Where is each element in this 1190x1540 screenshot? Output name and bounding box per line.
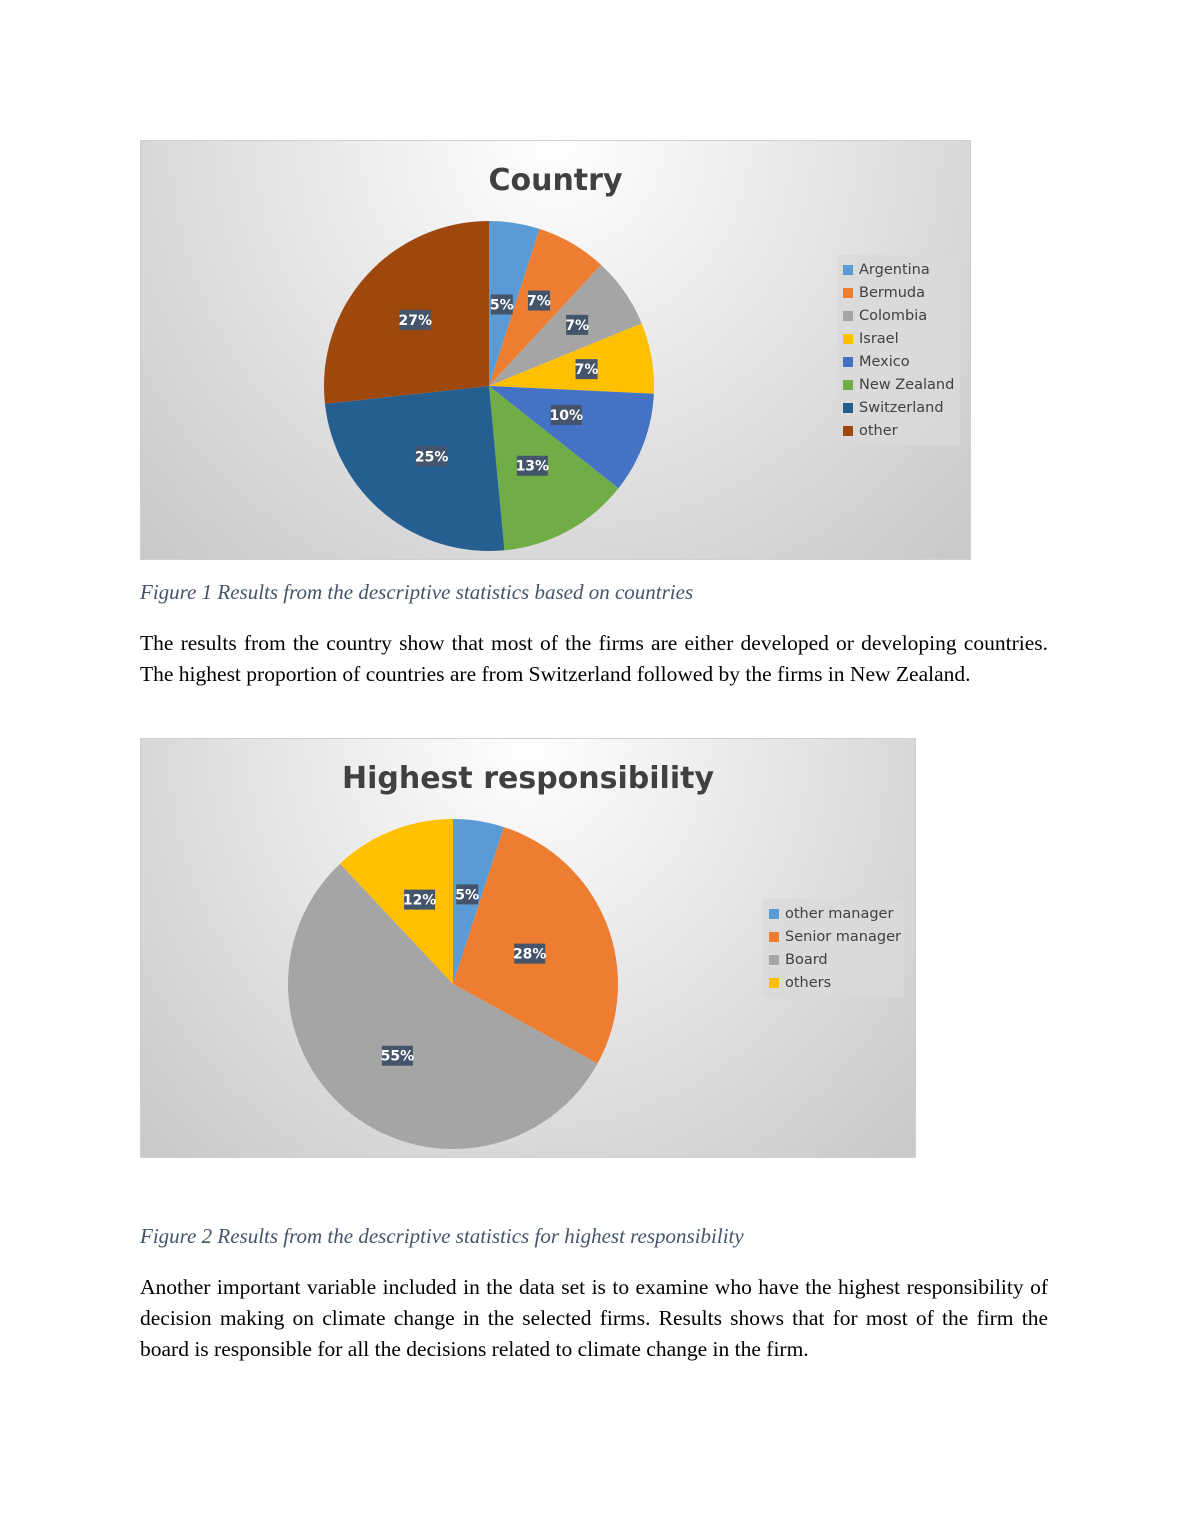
legend-swatch: [843, 334, 853, 344]
chart-legend: [837, 255, 960, 445]
data-label-text: 7%: [565, 317, 590, 334]
chart-legend: [763, 899, 904, 997]
legend-swatch: [843, 380, 853, 390]
legend-label: Colombia: [859, 307, 928, 324]
legend-swatch: [843, 403, 853, 413]
legend-label: other manager: [785, 905, 894, 922]
data-label-text: 27%: [398, 312, 433, 329]
legend-swatch: [843, 288, 853, 298]
data-label-colombia: [565, 315, 589, 335]
paragraph-responsibility-results: Another important variable included in the data set is to examine who have the highest responsibility of decision making on climate change in the selected firms. Results shows that for most of the firm the board is responsible for all the decisions related to climate change in the firm.: [140, 1275, 1048, 1361]
legend-swatch: [843, 357, 853, 367]
data-label-switzerland: [415, 446, 449, 466]
legend-swatch: [769, 909, 779, 919]
data-label-text: 5%: [489, 297, 514, 314]
legend-item-senior-manager: [769, 925, 901, 948]
legend-label: New Zealand: [859, 376, 955, 393]
data-label-mexico: [550, 405, 584, 425]
legend-swatch: [843, 265, 853, 275]
pie-slice-switzerland: [325, 386, 504, 551]
legend-swatch: [843, 426, 853, 436]
country-pie-chart: [140, 140, 971, 560]
data-label-other: [399, 310, 433, 330]
legend-label: Board: [785, 951, 828, 968]
data-label-text: 13%: [515, 458, 550, 475]
chart-title: Highest responsibility: [341, 761, 714, 796]
figure-1-caption: Figure 1 Results from the descriptive statistics based on countries: [140, 580, 694, 604]
data-label-text: 5%: [455, 887, 480, 904]
legend-swatch: [843, 311, 853, 321]
legend-item-other-manager: [769, 902, 898, 925]
figure-2-caption: Figure 2 Results from the descriptive statistics for highest responsibility: [140, 1224, 744, 1248]
data-label-text: 55%: [380, 1048, 415, 1065]
legend-item-mexico: [843, 350, 954, 373]
legend-swatch: [769, 978, 779, 988]
legend-item-other: [843, 419, 954, 442]
chart-title: Country: [488, 163, 623, 198]
data-label-text: 28%: [512, 946, 547, 963]
responsibility-pie-chart: [140, 738, 916, 1158]
data-label-other-manager: [455, 884, 479, 904]
legend-item-colombia: [843, 304, 954, 327]
legend-swatch: [769, 955, 779, 965]
legend-label: Israel: [859, 330, 899, 347]
legend-label: Mexico: [859, 353, 910, 370]
data-label-others: [403, 890, 437, 910]
legend-label: Senior manager: [785, 928, 901, 945]
legend-label: other: [859, 422, 898, 439]
data-label-text: 12%: [402, 892, 437, 909]
data-label-israel: [575, 359, 599, 379]
legend-item-switzerland: [843, 396, 954, 419]
data-label-text: 10%: [549, 407, 584, 424]
legend-label: Switzerland: [859, 399, 944, 416]
legend-swatch: [769, 932, 779, 942]
legend-item-bermuda: [843, 281, 954, 304]
legend-label: others: [785, 974, 832, 991]
legend-label: Bermuda: [859, 284, 925, 301]
data-label-bermuda: [527, 291, 551, 311]
data-label-senior-manager: [513, 944, 547, 964]
data-label-new-zealand: [516, 456, 550, 476]
legend-item-others: [769, 971, 898, 994]
paragraph-country-results: The results from the country show that most of the firms are either developed or developing countries. The highest proportion of countries are from Switzerland followed by the firms in New Zealand.: [140, 631, 1048, 686]
legend-item-argentina: [843, 258, 954, 281]
data-label-text: 7%: [527, 293, 551, 310]
legend-label: Argentina: [859, 261, 930, 278]
legend-item-board: [769, 948, 898, 971]
data-label-text: 7%: [574, 362, 599, 379]
data-label-text: 25%: [414, 449, 449, 466]
legend-item-israel: [843, 327, 954, 350]
data-label-board: [381, 1046, 415, 1066]
data-label-argentina: [490, 294, 514, 314]
legend-item-new-zealand: [843, 373, 954, 396]
